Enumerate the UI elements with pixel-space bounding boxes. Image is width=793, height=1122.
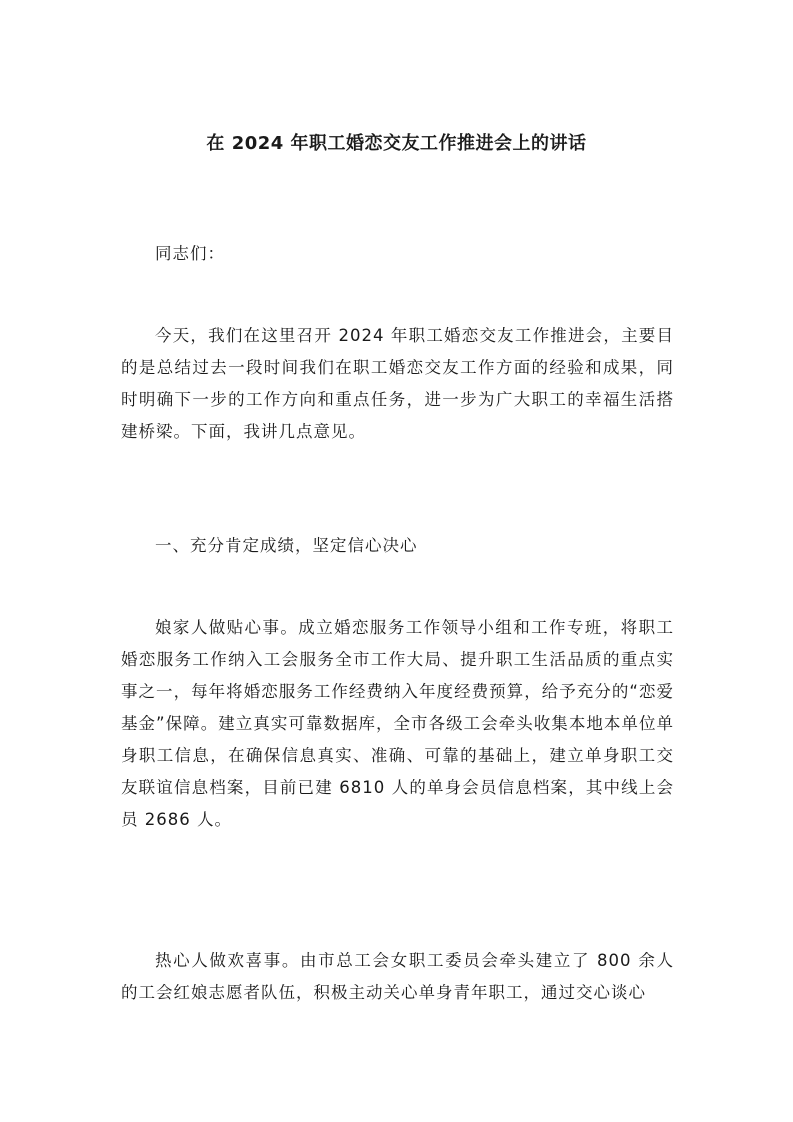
section-1-paragraph-2: 热心人做欢喜事。由市总工会女职工委员会牵头建立了 800 余人的工会红娘志愿者队伍，积极主动关心单身青年职工，通过交心谈心 [121,951,674,1002]
greeting-paragraph: 同志们： [155,244,225,263]
section-1-paragraph-1: 娘家人做贴心事。成立婚恋服务工作领导小组和工作专班，将职工婚恋服务工作纳入工会服务全市工作大局、提升职工生活品质的重点实事之一，每年将婚恋服务工作经费纳入年度经费预算，给予充分的“恋爱基金”保障。建立真实可靠数据库，全市各级工会牵头收集本地本单位单身职工信息，在确保信息真实、准确、可靠的基础上，建立单身职工交友联谊信息档案，目前已建 6810 人的单身会员信息档案，其中线上会员 2686 人。 [121,618,674,829]
section-heading-1: 一、充分肯定成绩，坚定信心决心 [155,536,418,555]
intro-paragraph: 今天，我们在这里召开 2024 年职工婚恋交友工作推进会，主要目的是总结过去一段时间我们在职工婚恋交友工作方面的经验和成果，同时明确下一步的工作方向和重点任务，进一步为广大职工的幸福生活搭建桥梁。下面，我讲几点意见。 [121,326,674,441]
document-title: 在 2024 年职工婚恋交友工作推进会上的讲话 [206,133,587,154]
